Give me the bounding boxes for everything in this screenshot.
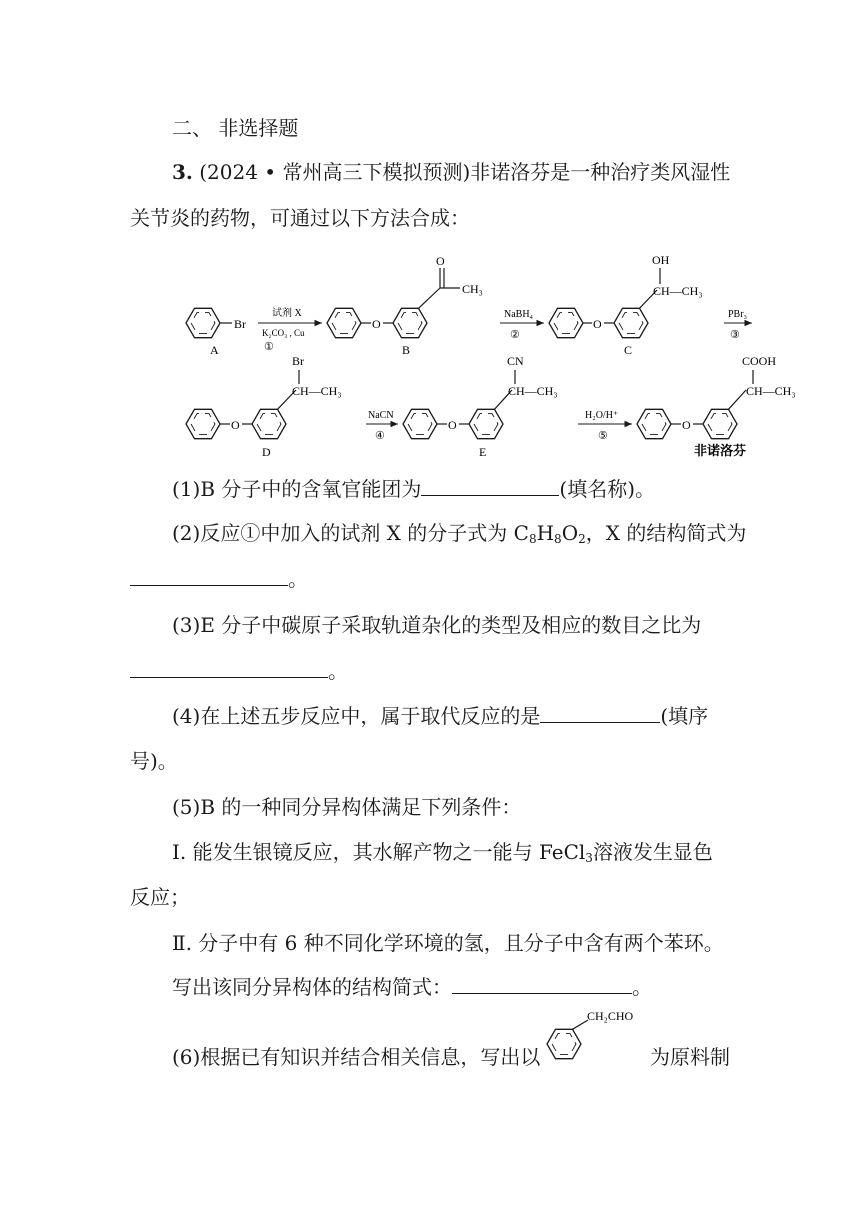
label-a: A	[210, 343, 219, 357]
arrow-step3	[724, 309, 752, 341]
question-3-stem-line2: 关节炎的药物，可通过以下方法合成：	[130, 206, 470, 230]
q4-line1: (4)在上述五步反应中，属于取代反应的是 (填序	[172, 704, 709, 728]
label-d: D	[262, 445, 271, 459]
svg-text:CH₂CHO: CH₂CHO	[587, 1009, 634, 1023]
q3-line2: 。	[130, 656, 730, 686]
svg-text:CH—CH₃: CH—CH₃	[292, 384, 342, 398]
q2-line1: (2)反应①中加入的试剂 X 的分子式为 $C_8H_8O_2$，X 的结构简式为	[172, 521, 747, 546]
svg-text:OH: OH	[652, 253, 670, 267]
q5-condition-1: Ⅰ. 能发生银镜反应，其水解产物之一能与 FeCl$_3$溶液发生显色	[172, 840, 713, 865]
q5-condition-1-line2: 反应；	[130, 885, 190, 909]
svg-text:②: ②	[510, 329, 520, 341]
compound-c	[549, 253, 703, 357]
compound-a	[186, 308, 246, 357]
svg-text:⑤: ⑤	[598, 430, 608, 442]
svg-text:O: O	[436, 254, 445, 268]
compound-e	[403, 354, 558, 459]
arrow-step5	[578, 410, 632, 442]
q1-answer-blank[interactable]	[421, 475, 559, 496]
svg-text:CH—CH₃: CH—CH₃	[508, 384, 558, 398]
question-stem-text: 非诺洛芬是一种治疗类风湿性	[470, 160, 731, 184]
svg-text:NaCN: NaCN	[368, 410, 394, 421]
svg-text:O: O	[593, 317, 602, 331]
svg-text:CH₃: CH₃	[462, 282, 483, 296]
q6-line1: (6)根据已有知识并结合相关信息，写出以	[172, 1045, 541, 1069]
svg-text:O: O	[682, 418, 691, 432]
svg-text:O: O	[372, 317, 381, 331]
q5-intro: (5)B 的一种同分异构体满足下列条件：	[172, 795, 522, 819]
q5-condition-2: Ⅱ. 分子中有 6 种不同化学环境的氢，且分子中含有两个苯环。	[172, 931, 724, 955]
svg-text:试剂 X: 试剂 X	[272, 308, 302, 319]
section-title: 二、 非选择题	[172, 116, 299, 140]
svg-text:PBr₃: PBr₃	[728, 309, 748, 320]
phenylacetaldehyde-structure	[540, 1006, 650, 1066]
svg-text:O: O	[231, 418, 240, 432]
svg-text:CH—CH₃: CH—CH₃	[746, 384, 796, 398]
question-source: (2024 • 常州高三下模拟预测)	[199, 160, 471, 184]
q2-line2: 。	[130, 564, 730, 594]
arrow-step2	[500, 309, 544, 341]
arrow-step1	[258, 306, 322, 353]
compound-product	[637, 354, 796, 458]
svg-text:O: O	[448, 418, 457, 432]
arrow-step4	[366, 410, 398, 442]
svg-text:Br: Br	[292, 354, 304, 368]
svg-text:COOH: COOH	[742, 354, 777, 368]
q6-line1-end: 为原料制	[650, 1045, 730, 1069]
svg-text:NaBH₄: NaBH₄	[504, 309, 534, 320]
question-number: 3.	[172, 160, 193, 184]
svg-text:①: ①	[264, 341, 274, 353]
q5-answer-blank[interactable]	[452, 973, 632, 994]
label-product: 非诺洛芬	[694, 443, 747, 458]
q2-answer-blank[interactable]	[130, 565, 288, 586]
synthesis-scheme	[0, 248, 860, 468]
label-c: C	[624, 343, 633, 357]
svg-text:CN: CN	[507, 354, 524, 368]
label-b: B	[402, 343, 411, 357]
compound-b	[327, 254, 483, 357]
svg-text:Br: Br	[234, 317, 246, 331]
q5-ask: 写出该同分异构体的结构简式： 。	[172, 975, 652, 999]
svg-text:K₂CO₃ , Cu: K₂CO₃ , Cu	[262, 328, 305, 338]
q4-line2: 号)。	[130, 749, 178, 773]
q1: (1)B 分子中的含氧官能团为 (填名称)。	[172, 477, 655, 501]
q3-answer-blank[interactable]	[130, 657, 328, 678]
svg-text:④: ④	[375, 430, 385, 442]
svg-text:③: ③	[730, 329, 740, 341]
question-3-stem-line1	[172, 157, 772, 187]
compound-d	[186, 354, 342, 459]
label-e: E	[479, 445, 487, 459]
svg-text:CH—CH₃: CH—CH₃	[653, 284, 703, 298]
svg-text:H₂O/H⁺: H₂O/H⁺	[585, 410, 619, 421]
q3-line1: (3)E 分子中碳原子采取轨道杂化的类型及相应的数目之比为	[172, 613, 702, 637]
q4-answer-blank[interactable]	[540, 702, 660, 723]
